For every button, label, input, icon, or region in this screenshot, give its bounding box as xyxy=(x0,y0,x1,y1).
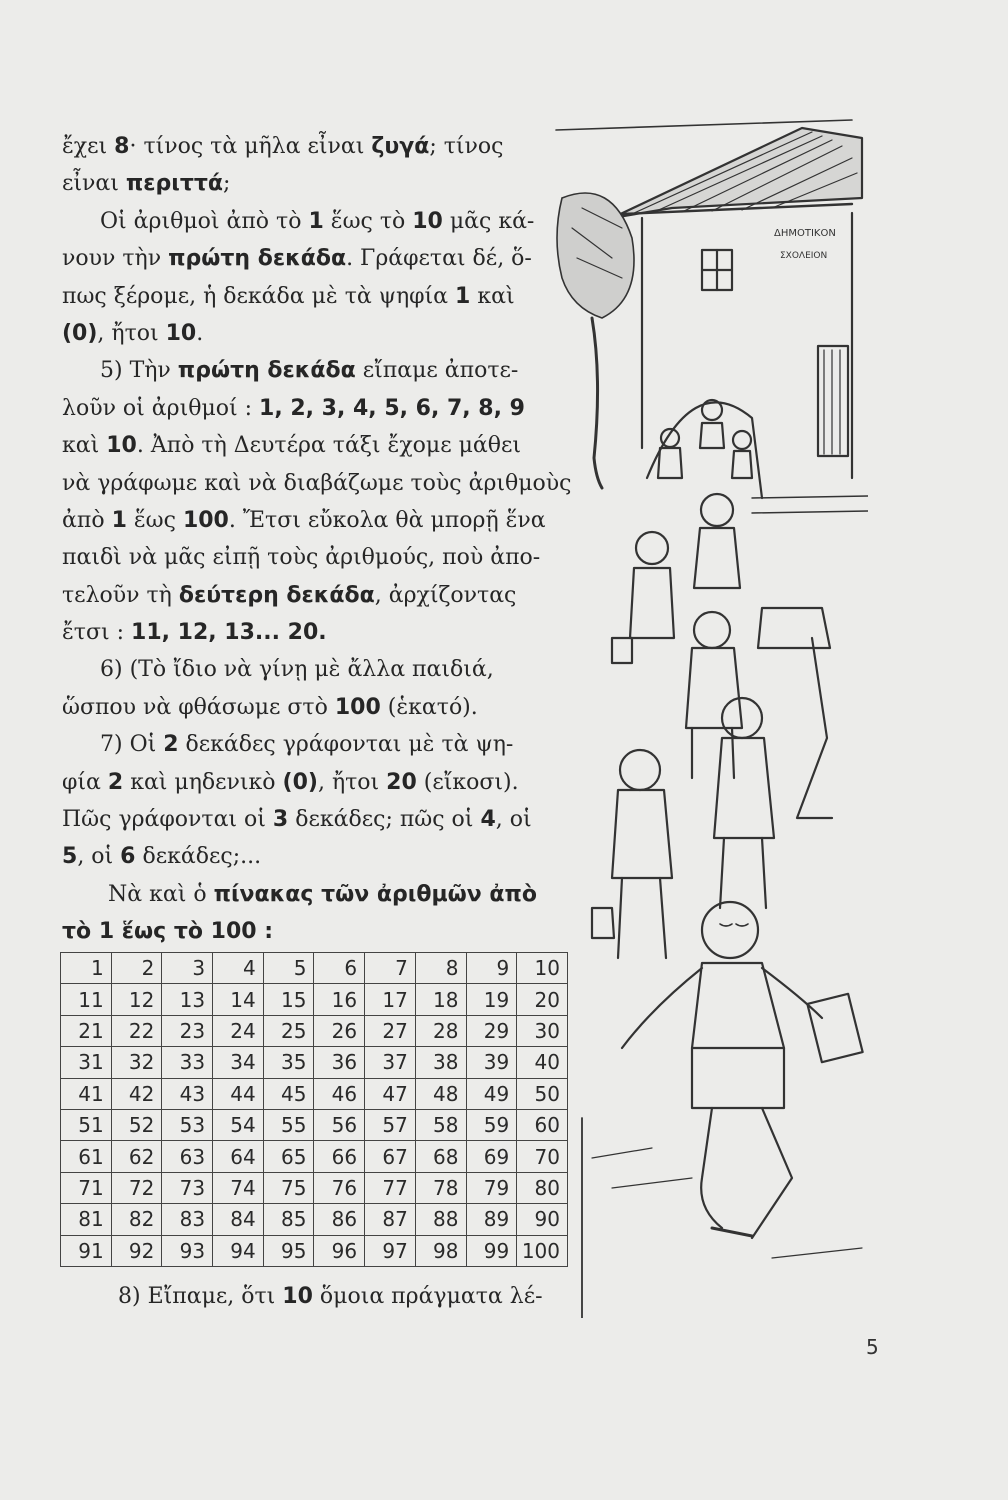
table-cell: 16 xyxy=(314,984,365,1015)
bottom-text-line: 8) Εἴπαμε, ὅτι 10 ὅμοια πράγματα λέ- xyxy=(118,1284,543,1309)
table-cell: 5 xyxy=(263,953,314,984)
illustration-drawing xyxy=(552,118,868,1318)
text-line: Πῶς γράφονται οἱ 3 δεκάδες; πῶς οἱ 4, οἱ xyxy=(62,807,532,833)
table-cell: 60 xyxy=(517,1109,568,1140)
table-cell: 93 xyxy=(162,1235,213,1266)
table-cell: 71 xyxy=(61,1172,112,1203)
table-cell: 25 xyxy=(263,1015,314,1046)
table-cell: 35 xyxy=(263,1047,314,1078)
text-line: Νὰ καὶ ὁ πίνακας τῶν ἀριθμῶν ἀπὸ xyxy=(108,881,538,907)
text-line: 5) Τὴν πρώτη δεκάδα εἴπαμε ἀποτε- xyxy=(100,358,519,384)
table-cell: 78 xyxy=(415,1172,466,1203)
text-line: νὰ γράφωμε καὶ νὰ διαβάζωμε τοὺς ἀριθμοὺς xyxy=(62,470,572,496)
table-cell: 91 xyxy=(61,1235,112,1266)
table-cell: 97 xyxy=(365,1235,416,1266)
table-cell: 86 xyxy=(314,1204,365,1235)
text-line: τὸ 1 ἕως τὸ 100 : xyxy=(62,919,274,945)
table-cell: 28 xyxy=(415,1015,466,1046)
text-line: πως ξέρομε, ἡ δεκάδα μὲ τὰ ψηφία 1 καὶ xyxy=(62,283,515,309)
table-cell: 80 xyxy=(517,1172,568,1203)
table-cell: 98 xyxy=(415,1235,466,1266)
table-cell: 54 xyxy=(213,1109,264,1140)
table-cell: 63 xyxy=(162,1141,213,1172)
text-line: φία 2 καὶ μηδενικὸ (0), ἤτοι 20 (εἴκοσι). xyxy=(62,769,519,795)
table-cell: 20 xyxy=(517,984,568,1015)
table-cell: 85 xyxy=(263,1204,314,1235)
table-cell: 84 xyxy=(213,1204,264,1235)
table-row xyxy=(61,1235,568,1266)
table-cell: 56 xyxy=(314,1109,365,1140)
table-cell: 31 xyxy=(61,1047,112,1078)
table-cell: 34 xyxy=(213,1047,264,1078)
table-cell: 52 xyxy=(111,1109,162,1140)
table-cell: 58 xyxy=(415,1109,466,1140)
table-row xyxy=(61,1141,568,1172)
table-cell: 36 xyxy=(314,1047,365,1078)
table-cell: 55 xyxy=(263,1109,314,1140)
table-cell: 66 xyxy=(314,1141,365,1172)
table-cell: 33 xyxy=(162,1047,213,1078)
table-row xyxy=(61,1172,568,1203)
table-cell: 75 xyxy=(263,1172,314,1203)
text-line: 6) (Τὸ ἴδιο νὰ γίνῃ μὲ ἄλλα παιδιά, xyxy=(100,657,494,683)
table-cell: 61 xyxy=(61,1141,112,1172)
table-cell: 2 xyxy=(111,953,162,984)
table-cell: 95 xyxy=(263,1235,314,1266)
text-line: τελοῦν τὴ δεύτερη δεκάδα, ἀρχίζοντας xyxy=(62,582,517,608)
table-cell: 100 xyxy=(517,1235,568,1266)
table-cell: 24 xyxy=(213,1015,264,1046)
table-cell: 42 xyxy=(111,1078,162,1109)
table-row xyxy=(61,953,568,984)
table-cell: 1 xyxy=(61,953,112,984)
table-cell: 82 xyxy=(111,1204,162,1235)
table-cell: 96 xyxy=(314,1235,365,1266)
table-cell: 13 xyxy=(162,984,213,1015)
table-cell: 48 xyxy=(415,1078,466,1109)
body-text xyxy=(62,128,572,951)
table-cell: 43 xyxy=(162,1078,213,1109)
table-row xyxy=(61,984,568,1015)
table-cell: 15 xyxy=(263,984,314,1015)
table-cell: 14 xyxy=(213,984,264,1015)
text-line: νουν τὴν πρώτη δεκάδα. Γράφεται δέ, ὅ- xyxy=(62,246,532,272)
table-cell: 64 xyxy=(213,1141,264,1172)
table-cell: 94 xyxy=(213,1235,264,1266)
text-line: καὶ 10. Ἀπὸ τὴ Δευτέρα τάξι ἔχομε μάθει xyxy=(62,433,522,459)
table-cell: 50 xyxy=(517,1078,568,1109)
table-cell: 4 xyxy=(213,953,264,984)
text-line: ἀπὸ 1 ἕως 100. Ἔτσι εὔκολα θὰ μπορῇ ἕνα xyxy=(62,507,546,533)
table-cell: 62 xyxy=(111,1141,162,1172)
table-cell: 18 xyxy=(415,984,466,1015)
table-cell: 41 xyxy=(61,1078,112,1109)
table-cell: 39 xyxy=(466,1047,517,1078)
table-cell: 92 xyxy=(111,1235,162,1266)
table-row xyxy=(61,1078,568,1109)
table-cell: 11 xyxy=(61,984,112,1015)
table-cell: 12 xyxy=(111,984,162,1015)
text-line: ὥσπου νὰ φθάσωμε στὸ 100 (ἑκατό). xyxy=(62,694,478,720)
table-row xyxy=(61,1047,568,1078)
table-row xyxy=(61,1204,568,1235)
table-row xyxy=(61,1015,568,1046)
table-cell: 40 xyxy=(517,1047,568,1078)
text-line: ἔτσι : 11, 12, 13... 20. xyxy=(62,620,327,646)
text-line: 7) Οἱ 2 δεκάδες γράφονται μὲ τὰ ψη- xyxy=(100,732,514,758)
table-cell: 19 xyxy=(466,984,517,1015)
table-cell: 32 xyxy=(111,1047,162,1078)
table-cell: 74 xyxy=(213,1172,264,1203)
table-cell: 83 xyxy=(162,1204,213,1235)
table-cell: 6 xyxy=(314,953,365,984)
table-cell: 88 xyxy=(415,1204,466,1235)
table-cell: 72 xyxy=(111,1172,162,1203)
table-cell: 26 xyxy=(314,1015,365,1046)
table-cell: 22 xyxy=(111,1015,162,1046)
table-cell: 23 xyxy=(162,1015,213,1046)
sign-line-2: ΣΧΟΛΕΙΟΝ xyxy=(780,251,828,261)
sign-line-1: ΔΗΜΟΤΙΚΟΝ xyxy=(774,228,836,239)
table-cell: 59 xyxy=(466,1109,517,1140)
table-cell: 87 xyxy=(365,1204,416,1235)
table-cell: 65 xyxy=(263,1141,314,1172)
table-cell: 81 xyxy=(61,1204,112,1235)
table-cell: 47 xyxy=(365,1078,416,1109)
table-cell: 29 xyxy=(466,1015,517,1046)
table-cell: 90 xyxy=(517,1204,568,1235)
table-cell: 46 xyxy=(314,1078,365,1109)
table-cell: 44 xyxy=(213,1078,264,1109)
table-cell: 67 xyxy=(365,1141,416,1172)
text-line: 5, οἱ 6 δεκάδες;... xyxy=(62,844,262,870)
table-cell: 3 xyxy=(162,953,213,984)
table-cell: 51 xyxy=(61,1109,112,1140)
text-line: λοῦν οἱ ἀριθμοί : 1, 2, 3, 4, 5, 6, 7, 8, 9 xyxy=(62,395,525,421)
text-line: εἶναι περιττά; xyxy=(62,171,231,197)
table-cell: 69 xyxy=(466,1141,517,1172)
table-row xyxy=(61,1109,568,1140)
table-cell: 76 xyxy=(314,1172,365,1203)
table-cell: 57 xyxy=(365,1109,416,1140)
table-cell: 7 xyxy=(365,953,416,984)
text-line: ἔχει 8· τίνος τὰ μῆλα εἶναι ζυγά; τίνος xyxy=(62,134,504,159)
table-cell: 45 xyxy=(263,1078,314,1109)
table-cell: 10 xyxy=(517,953,568,984)
table-cell: 70 xyxy=(517,1141,568,1172)
text-line: παιδὶ νὰ μᾶς εἰπῇ τοὺς ἀριθμούς, ποὺ ἀπο- xyxy=(62,545,541,571)
table-cell: 27 xyxy=(365,1015,416,1046)
table-cell: 30 xyxy=(517,1015,568,1046)
text-line: Οἱ ἀριθμοὶ ἀπὸ τὸ 1 ἕως τὸ 10 μᾶς κά- xyxy=(100,208,535,234)
school-children-illustration xyxy=(552,118,868,1318)
table-cell: 73 xyxy=(162,1172,213,1203)
table-cell: 9 xyxy=(466,953,517,984)
table-cell: 8 xyxy=(415,953,466,984)
table-cell: 79 xyxy=(466,1172,517,1203)
table-cell: 99 xyxy=(466,1235,517,1266)
table-cell: 17 xyxy=(365,984,416,1015)
numbers-table-1-to-100 xyxy=(60,952,568,1267)
page-number: 5 xyxy=(866,1335,879,1359)
table-cell: 77 xyxy=(365,1172,416,1203)
table-cell: 37 xyxy=(365,1047,416,1078)
table-cell: 38 xyxy=(415,1047,466,1078)
numbers-table-container xyxy=(60,952,568,1267)
table-cell: 49 xyxy=(466,1078,517,1109)
table-cell: 68 xyxy=(415,1141,466,1172)
table-cell: 21 xyxy=(61,1015,112,1046)
table-cell: 89 xyxy=(466,1204,517,1235)
text-line: (0), ἤτοι 10. xyxy=(62,320,204,346)
table-cell: 53 xyxy=(162,1109,213,1140)
